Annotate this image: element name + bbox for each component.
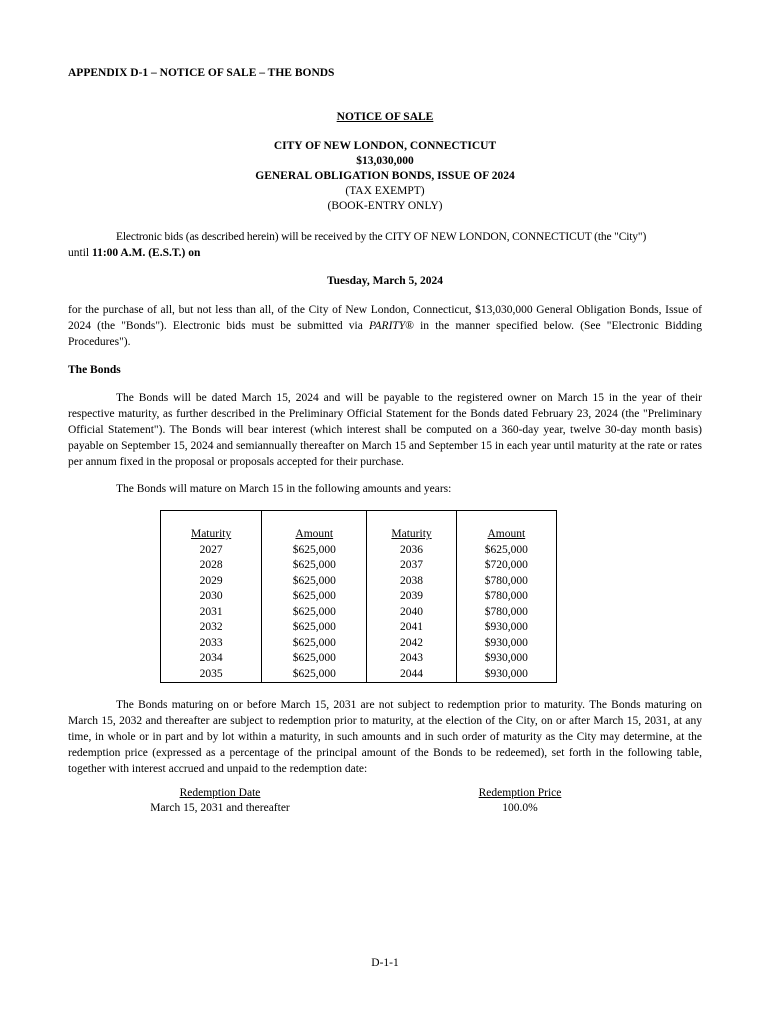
- table-row: [161, 636, 557, 652]
- cell: 2032: [161, 620, 262, 636]
- cell: $780,000: [484, 605, 528, 618]
- cell: $625,000: [262, 543, 367, 559]
- cell: 2029: [161, 574, 262, 590]
- intro-line-2: [68, 245, 702, 261]
- cell: 2044: [367, 667, 456, 683]
- cell: 2042: [367, 636, 456, 652]
- cell: 2033: [161, 636, 262, 652]
- redemption-price-column: [450, 786, 590, 816]
- cell: 2039: [367, 589, 456, 605]
- table-row: [161, 589, 557, 605]
- until-text: until: [68, 247, 92, 259]
- appendix-title: APPENDIX D-1 – NOTICE OF SALE – THE BONDS: [68, 67, 335, 79]
- cell: $625,000: [262, 589, 367, 605]
- bond-amount: $13,030,000: [356, 155, 414, 167]
- notice-of-sale-title: [0, 109, 770, 125]
- title-block: [0, 139, 770, 214]
- cell: $930,000: [484, 636, 528, 649]
- redemption-price-header: Redemption Price: [478, 787, 562, 799]
- page-number: D-1-1: [371, 957, 399, 969]
- cell: 2027: [161, 543, 262, 559]
- notice-title-text: NOTICE OF SALE: [336, 111, 434, 123]
- cell: 2031: [161, 605, 262, 621]
- cell: $625,000: [262, 651, 367, 667]
- bond-issue: GENERAL OBLIGATION BONDS, ISSUE OF 2024: [255, 170, 515, 182]
- cell: 2038: [367, 574, 456, 590]
- cell: 2030: [161, 589, 262, 605]
- maturity-intro: The Bonds will mature on March 15 in the following amounts and years:: [116, 483, 452, 495]
- cell: $625,000: [262, 574, 367, 590]
- table-row: [161, 574, 557, 590]
- table-row: [161, 605, 557, 621]
- bid-time: 11:00 A.M. (E.S.T.) on: [91, 247, 201, 259]
- cell: 2043: [367, 651, 456, 667]
- cell: $625,000: [262, 667, 367, 683]
- table-row: [161, 651, 557, 667]
- cell: 2037: [367, 558, 456, 574]
- cell: 2036: [367, 543, 456, 559]
- cell: 2028: [161, 558, 262, 574]
- table-row: [161, 558, 557, 574]
- bid-date: Tuesday, March 5, 2024: [327, 275, 443, 287]
- redemption-date-header: Redemption Date: [179, 787, 261, 799]
- cell: $930,000: [484, 652, 528, 664]
- cell: 2040: [367, 605, 456, 621]
- redemption-price-value: 100.0%: [502, 802, 538, 814]
- redemption-date-value: March 15, 2031 and thereafter: [150, 802, 290, 814]
- header-maturity-2: Maturity: [367, 511, 456, 543]
- parity-text: PARITY: [368, 320, 406, 332]
- bonds-paragraph: The Bonds will be dated March 15, 2024 and will be payable to the registered owner on March 15 in the year of their respective maturity, as further described in the Preliminary Official Statement for the Bonds dated February 23, 2024 (the "Preliminary Official Statement"). The Bonds will bear interest (which interest shall be computed on a 360-day year, twelve 30-day month basis) payable on September 15, 2024 and semiannually thereafter on March 15 and September 15 in each year until maturity at the rate or rates per annum fixed in the proposal or proposals accepted for their purchase.: [68, 392, 702, 468]
- purchase-text-a: for the purchase of all, but not less than all, of the City of New London, Connecticut, $13,030,000 General Obligation Bonds, Issue of 2024 (the "Bonds"). Electronic bids must be submitted via: [68, 304, 702, 332]
- tax-status: (TAX EXEMPT): [345, 185, 425, 197]
- table-row: [161, 620, 557, 636]
- cell: $930,000: [484, 621, 528, 633]
- the-bonds-heading: The Bonds: [68, 364, 121, 376]
- cell: $780,000: [484, 590, 528, 602]
- maturity-table: [160, 510, 557, 683]
- table-header-row: [161, 511, 557, 543]
- cell: $930,000: [484, 667, 528, 680]
- intro-line-1: Electronic bids (as described herein) will be received by the CITY OF NEW LONDON, CONNECTICUT (the "City"): [116, 231, 647, 243]
- table-row: [161, 667, 557, 683]
- purchase-text-b: ® in the manner specified below. (See "Electronic Bidding Procedures").: [68, 320, 702, 348]
- cell: $625,000: [262, 620, 367, 636]
- book-entry: (BOOK-ENTRY ONLY): [327, 200, 443, 212]
- header-amount-1: Amount: [262, 511, 367, 543]
- header-amount-2: Amount: [487, 528, 526, 540]
- redemption-date-column: [120, 786, 320, 816]
- cell: $720,000: [484, 559, 528, 571]
- header-maturity-1: Maturity: [161, 511, 262, 543]
- cell: 2041: [367, 620, 456, 636]
- cell: 2035: [161, 667, 262, 683]
- cell: $625,000: [262, 636, 367, 652]
- cell: $780,000: [484, 574, 528, 587]
- cell: $625,000: [262, 558, 367, 574]
- purchase-paragraph: [68, 302, 702, 350]
- redemption-paragraph: The Bonds maturing on or before March 15, 2031 are not subject to redemption prior to maturity. The Bonds maturing on March 15, 2032 and thereafter are subject to redemption prior to maturity, at the election of the City, on or after March 15, 2031, at any time, in whole or in part and by lot within a maturity, in such amounts and in such order of maturity as the City may determine, at the redemption price (expressed as a percentage of the principal amount of the Bonds to be redeemed), set forth in the following table, together with interest accrued and unpaid to the redemption date:: [68, 699, 702, 775]
- cell: $625,000: [484, 543, 528, 556]
- intro-paragraph: [68, 229, 702, 261]
- cell: $625,000: [262, 605, 367, 621]
- table-row: [161, 543, 557, 559]
- cell: 2034: [161, 651, 262, 667]
- city-name: CITY OF NEW LONDON, CONNECTICUT: [273, 140, 497, 152]
